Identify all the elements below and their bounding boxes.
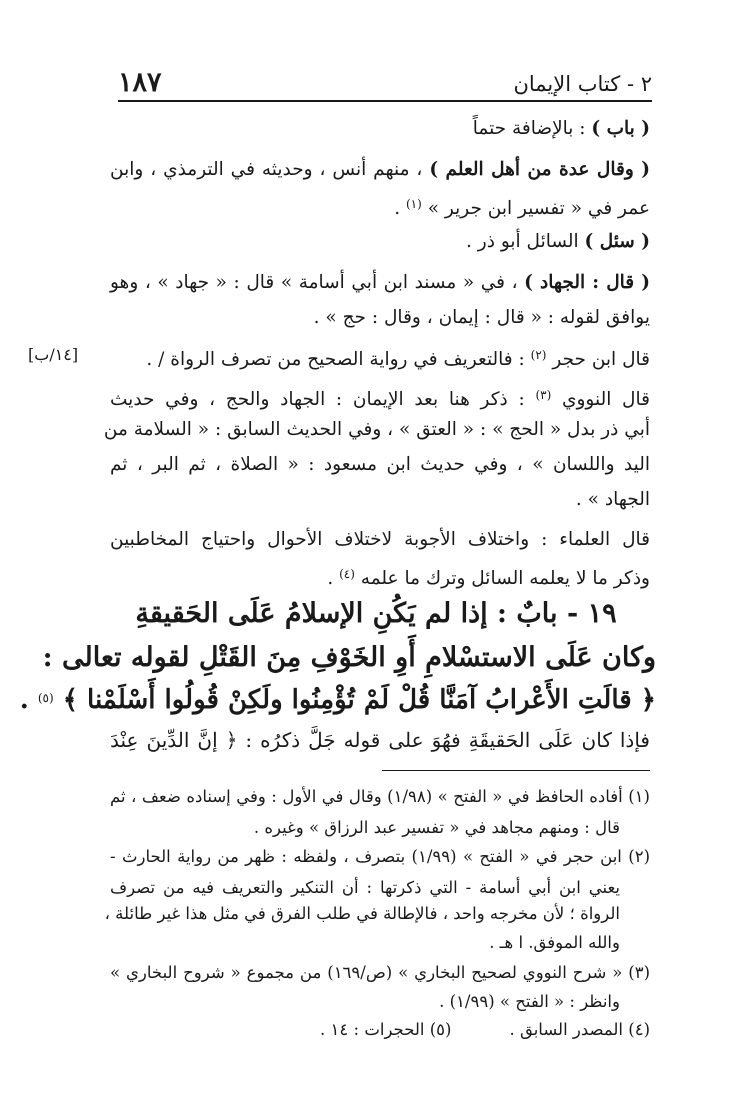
running-header	[118, 60, 652, 102]
manuscript-folio-ref: [١٤/ب]	[28, 345, 79, 364]
footnote-separator	[382, 770, 650, 771]
body-line: عمر في « تفسير ابن جرير » $^{(١)}$ .	[394, 197, 650, 219]
footnote: (٣) « شرح النووي لصحيح البخاري » (ص/١٦٩) من مجموع « شروح البخاري »	[110, 963, 650, 982]
body-line: يوافق لقوله : « قال : إيمان ، وقال : حج » .	[313, 307, 650, 328]
body-line: وذكر ما لا يعلمه السائل وترك ما علمه $^{(٤)}$ .	[327, 567, 650, 589]
footnote-ref: (٤)	[339, 567, 355, 581]
footnote-cont: والله الموفق. ا هـ .	[489, 933, 620, 952]
body-line: أبي ذر بدل « الحج » : « العتق » ، وفي الحديث السابق : « السلامة من	[103, 419, 650, 440]
footnote-ref: (٥)	[37, 691, 54, 705]
section-subheading: وكان عَلَى الاستسْلامِ أَوِ الخَوْفِ مِنَ القَتْلِ لقوله تعالى :	[42, 642, 656, 673]
footnote-ref: (٢)	[530, 348, 547, 362]
footnote-cont: وانظر : « الفتح » (١/٩٩) .	[439, 992, 620, 1011]
body-line: الجهاد » .	[575, 489, 650, 510]
footnote-row	[110, 1019, 650, 1041]
footnote-cont: الرواة ؛ لأن مخرجه واحد ، فالإطالة في طلب الفرق في مثل هذا غير طائلة ،	[104, 904, 620, 923]
footnote: (٤) المصدر السابق .	[509, 1020, 650, 1039]
section-heading: ١٩ - بابٌ : إذا لم يَكُنِ الإسلامُ عَلَى الحَقيقةِ	[135, 598, 617, 629]
footnote-cont: قال : ومنهم مجاهد في « تفسير عبد الرزاق » وغيره .	[253, 818, 620, 837]
footnote: (٥) الحجرات : ١٤ .	[320, 1020, 452, 1039]
body-line: فإذا كان عَلَى الحَقيقَةِ فهُوَ على قوله جَلَّ ذكرُه : ﴿ إنَّ الدِّينَ عِنْدَ	[110, 728, 650, 752]
footnote: (٢) ابن حجر في « الفتح » (١/٩٩) بتصرف ، ولفظه : ظهر من رواية الحارث -	[110, 847, 650, 866]
footnote-ref: (٣)	[535, 388, 552, 402]
quran-verse: ﴿ قالَتِ الأَعْرابُ آمَنَّا قُلْ لَمْ تُؤْمِنُوا ولَكِنْ قُولُوا أَسْلَمْنا ﴾ $^{(٥)}$ .	[19, 685, 656, 715]
body-line: اليد واللسان » ، وفي حديث ابن مسعود : « الصلاة ، ثم البر ، ثم	[110, 454, 650, 475]
footnote: (١) أفاده الحافظ في « الفتح » (١/٩٨) وقال في الأول : وفي إسناده ضعف ، ثم	[110, 787, 650, 806]
chapter-title: ٢ - كتاب الإيمان	[513, 72, 652, 96]
body-line: قال ابن حجر $^{(٢)}$ : فالتعريف في رواية الصحيح من تصرف الرواة / .	[146, 348, 650, 370]
page-number: ١٨٧	[118, 67, 162, 98]
footnote-cont: يعني ابن أبي أسامة - التي ذكرتها : أن التنكير والتعريف فيه من تصرف	[110, 878, 620, 897]
body-line: ( باب ) : بالإضافة حتماً	[472, 118, 650, 139]
body-line: ( وقال عدة من أهل العلم ) ، منهم أنس ، وحديثه في الترمذي ، وابن	[110, 159, 650, 180]
body-line: قال العلماء : واختلاف الأجوبة لاختلاف الأحوال واحتياج المخاطبين	[110, 529, 650, 550]
body-line: ( قال : الجهاد ) ، في « مسند ابن أبي أسامة » قال : « جهاد » ، وهو	[110, 272, 650, 293]
body-line: ( سئل ) السائل أبو ذر .	[466, 231, 650, 252]
footnote-ref: (١)	[405, 197, 422, 211]
body-line: قال النووي $^{(٣)}$ : ذكر هنا بعد الإيمان : الجهاد والحج ، وفي حديث	[110, 388, 650, 410]
